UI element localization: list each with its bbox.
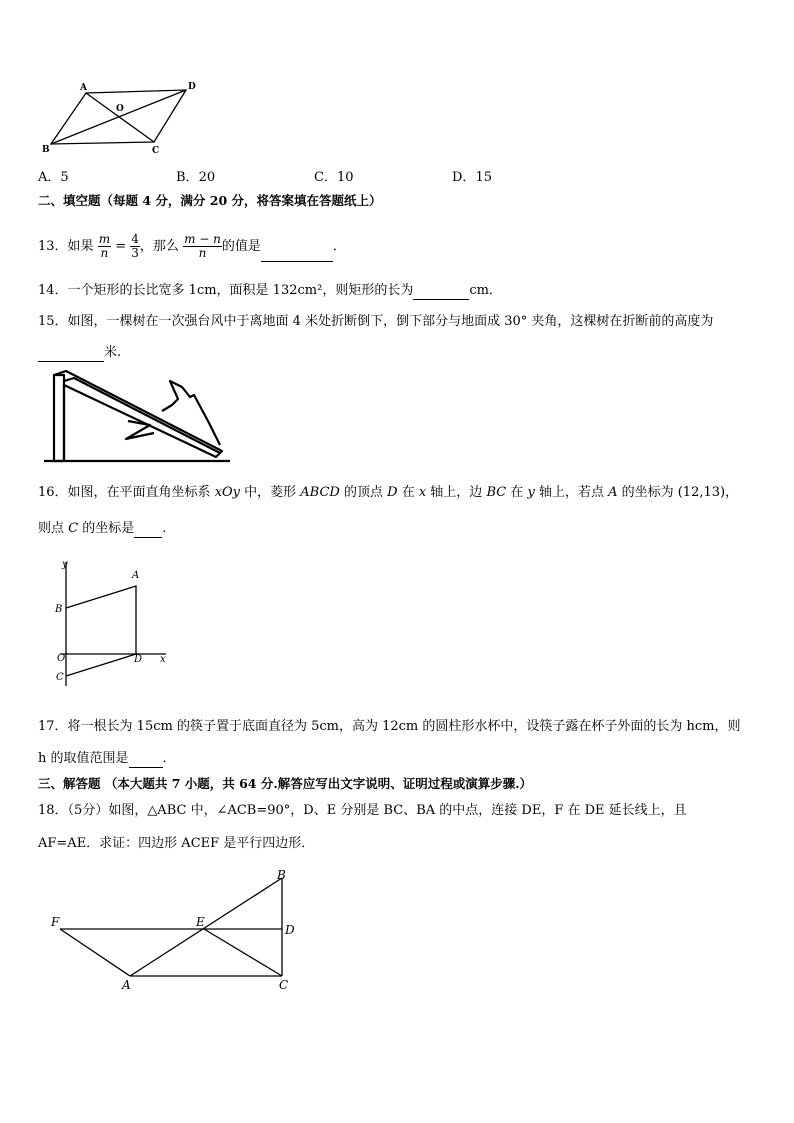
label-C: C — [152, 146, 160, 156]
question-18-line1: 18．（5分）如图，△ABC 中，∠ACB=90°，D、E 分别是 BC、BA 的中点，连接 DE，F 在 DE 延长线上，且 — [38, 803, 687, 818]
triangle-figure — [46, 866, 306, 996]
fraction-m-minus-n-over-n: $\frac{m - n}{n}$ — [184, 232, 221, 260]
question-17-line1: 17．将一根长为 15cm 的筷子置于底面直径为 5cm，高为 12cm 的圆柱形水杯中，设筷子露在杯子外面的长为 hcm，则 — [38, 719, 741, 734]
section-3-title: 三、解答题 （本大题共 7 小题，共 64 分.解答应写出文字说明、证明过程或演算步骤.） — [38, 776, 533, 791]
choice-a: A．5 — [38, 170, 69, 185]
fraction-4-over-3: $\frac{4}{3}$ — [131, 232, 139, 260]
label-D: D — [134, 654, 143, 665]
fraction-m-over-n: $\frac{m}{n}$ — [98, 232, 111, 260]
answer-blank-14[interactable] — [413, 285, 469, 300]
label-D: D — [188, 82, 196, 92]
label-A: A — [132, 570, 140, 581]
answer-blank-15[interactable] — [38, 347, 104, 362]
label-B: B — [55, 604, 63, 615]
label-A: A — [122, 978, 131, 992]
question-13: 13．如果 $\frac{m}{n}$ = $\frac{4}{3}$ ，那么 $\frac{m - n}{n}$ 的值是 ． — [38, 232, 346, 260]
question-15-line2: 米. — [38, 344, 121, 362]
label-B: B — [277, 868, 286, 882]
parallelogram-figure — [36, 78, 206, 158]
choice-d: D．15 — [452, 170, 492, 185]
label-O: O — [57, 653, 66, 664]
question-17-line2: h 的取值范围是 ． — [38, 751, 176, 766]
label-E: E — [196, 915, 205, 929]
question-16-line2: 则点 C 的坐标是 . — [38, 521, 167, 536]
label-A: A — [80, 83, 87, 93]
label-O: O — [116, 104, 124, 114]
question-16-line1: 16．如图，在平面直角坐标系 xOy 中，菱形 ABCD 的顶点 D 在 x 轴上，边 BC 在 y 轴上，若点 A 的坐标为 (12,13)， — [38, 485, 739, 500]
label-C: C — [56, 672, 64, 683]
answer-blank-13[interactable] — [261, 247, 333, 262]
label-y: y — [62, 559, 68, 570]
question-15-line1: 15．如图，一棵树在一次强台风中于离地面 4 米处折断倒下，倒下部分与地面成 30° 夹角，这棵树在折断前的高度为 — [38, 314, 714, 329]
answer-blank-17[interactable] — [129, 753, 163, 768]
label-x: x — [160, 654, 166, 665]
label-D: D — [285, 923, 295, 937]
answer-blank-16[interactable] — [134, 523, 162, 538]
section-2-title: 二、填空题（每题 4 分，满分 20 分，将答案填在答题纸上） — [38, 193, 382, 208]
label-F: F — [51, 915, 60, 929]
coordinate-figure — [54, 558, 178, 692]
question-18-line2: AF=AE．求证：四边形 ACEF 是平行四边形． — [38, 836, 315, 851]
label-B: B — [42, 145, 50, 155]
label-C: C — [279, 978, 289, 992]
choice-b: B．20 — [176, 170, 216, 185]
broken-tree-figure — [44, 367, 234, 467]
choice-c: C．10 — [314, 170, 354, 185]
question-14: 14．一个矩形的长比宽多 1cm，面积是 132cm²，则矩形的长为 cm． — [38, 283, 502, 298]
